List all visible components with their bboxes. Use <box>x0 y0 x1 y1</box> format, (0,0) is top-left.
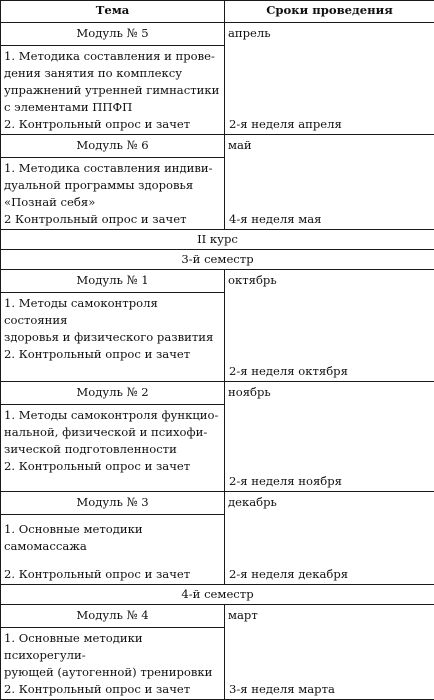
semester-label: 3-й семестр <box>1 250 434 270</box>
semester-label: 4-й семестр <box>1 585 434 605</box>
topic-cell <box>1 158 225 230</box>
module-title: Модуль № 6 <box>1 135 225 158</box>
period-week: 2-я неделя декабря <box>229 566 348 583</box>
period-week: 4-я неделя мая <box>229 211 322 228</box>
period-month: апрель <box>228 25 431 42</box>
module-title: Модуль № 3 <box>1 492 225 515</box>
period-cell <box>225 492 434 585</box>
topic-line <box>4 363 221 380</box>
topic-line: дуальной программы здоровья <box>4 177 221 194</box>
period-month: октябрь <box>228 272 431 289</box>
module-title: Модуль № 5 <box>1 23 225 46</box>
course-row <box>1 230 434 250</box>
topic-cell <box>1 515 225 585</box>
course-label: II курс <box>1 230 434 250</box>
topic-cell <box>1 46 225 135</box>
topic-line: 2 Контрольный опрос и зачет <box>4 211 221 228</box>
period-cell <box>225 605 434 700</box>
topic-line: зической подготовленности <box>4 441 221 458</box>
module-title: Модуль № 4 <box>1 605 225 628</box>
topic-line: 1. Методы самоконтроля состояния <box>4 295 221 329</box>
topic-line: упражнений утренней гимнастики <box>4 82 221 99</box>
topic-line: 2. Контрольный опрос и зачет <box>4 566 221 583</box>
module-header-row <box>1 23 434 46</box>
topic-line: 2. Контрольный опрос и зачет <box>4 116 221 133</box>
period-cell <box>225 270 434 382</box>
topic-line <box>4 555 221 566</box>
topic-line: рующей (аутогенной) тренировки <box>4 664 221 681</box>
period-month: ноябрь <box>228 384 431 401</box>
module-header-row <box>1 135 434 158</box>
period-cell <box>225 23 434 135</box>
module-header-row <box>1 492 434 515</box>
period-week: 3-я неделя марта <box>229 681 335 698</box>
topic-line: 1. Методика составления и прове- <box>4 48 221 65</box>
topic-line: 1. Основные методики психорегули- <box>4 630 221 664</box>
module-header-row <box>1 382 434 405</box>
topic-line: 1. Методы самоконтроля функцио- <box>4 407 221 424</box>
period-week: 2-я неделя ноября <box>229 473 342 490</box>
topic-line: 2. Контрольный опрос и зачет <box>4 681 221 698</box>
module-header-row <box>1 605 434 628</box>
period-month: май <box>228 137 431 154</box>
column-header-period: Сроки проведения <box>225 1 434 23</box>
period-week: 2-я неделя апреля <box>229 116 342 133</box>
topic-line: дения занятия по комплексу <box>4 65 221 82</box>
period-month: март <box>228 607 431 624</box>
topic-line: нальной, физической и психофи- <box>4 424 221 441</box>
topic-line: 1. Методика составления индиви- <box>4 160 221 177</box>
topic-cell <box>1 628 225 700</box>
period-week: 2-я неделя октября <box>229 363 348 380</box>
topic-cell <box>1 293 225 382</box>
period-cell <box>225 382 434 492</box>
period-month: декабрь <box>228 494 431 511</box>
topic-line: 1. Основные методики самомассажа <box>4 521 221 555</box>
topic-line <box>4 475 221 490</box>
topic-cell <box>1 405 225 492</box>
module-title: Модуль № 1 <box>1 270 225 293</box>
semester-row <box>1 585 434 605</box>
module-header-row <box>1 270 434 293</box>
topic-line: «Познай себя» <box>4 194 221 211</box>
module-title: Модуль № 2 <box>1 382 225 405</box>
period-cell <box>225 135 434 230</box>
topic-line: здоровья и физического развития <box>4 329 221 346</box>
topic-line: 2. Контрольный опрос и зачет <box>4 458 221 475</box>
topic-line: 2. Контрольный опрос и зачет <box>4 346 221 363</box>
topic-line: с элементами ППФП <box>4 99 221 116</box>
header-row <box>1 1 434 23</box>
semester-row <box>1 250 434 270</box>
column-header-topic: Тема <box>1 1 225 23</box>
